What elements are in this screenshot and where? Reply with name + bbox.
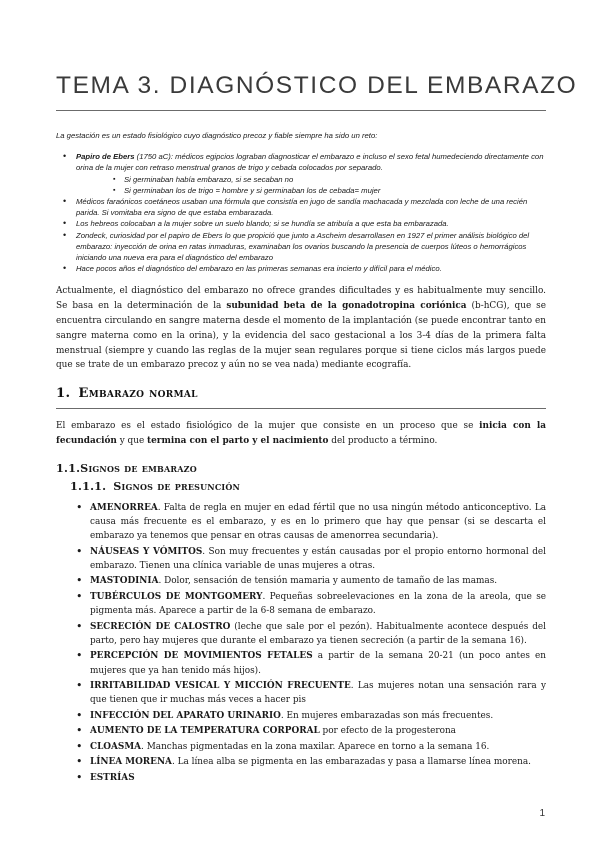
sign-item-name: MASTODINIA bbox=[90, 576, 159, 587]
history-item: • Hace pocos años el diagnóstico del embarazo en las primeras semanas era incierto y difícil para el médico. bbox=[56, 263, 546, 274]
definition-bold: termina con el parto y el nacimiento bbox=[147, 436, 329, 447]
history-item-ebers-text: (1750 aC): médicos egipcios lograban diagnosticar el embarazo e incluso el sexo fetal humedeciendo directamente con orina de la mujer con retraso menstrual granos de trigo y cebada colocados por separado. bbox=[76, 152, 544, 173]
title-underline bbox=[56, 110, 546, 111]
sign-item bbox=[56, 574, 546, 588]
sign-item-text: . La línea alba se pigmenta en las embarazadas y pasa a llamarse línea morena. bbox=[171, 757, 531, 768]
diagnosis-paragraph-part: Actualmente, el diagnóstico del embarazo no ofrece grandes dificultades y es habitualmente muy sencillo. Se basa en la determinación de la bbox=[56, 286, 546, 312]
sign-item bbox=[56, 501, 546, 544]
sign-item-text: por efecto de la progesterona bbox=[319, 726, 456, 737]
history-list bbox=[56, 151, 546, 274]
signs-list bbox=[56, 501, 546, 785]
sign-item-text: . Falta de regla en mujer en edad fértil que no usa ningún método anticonceptivo. La causa más frecuente es el embarazo, y es en lo primero que hay que pensar (si se descarta el embarazo ya tenemos que pensar en otras causas de amenorrea secundaria). bbox=[90, 502, 546, 542]
sign-item bbox=[56, 755, 546, 769]
history-sublist bbox=[76, 174, 546, 196]
sign-item bbox=[56, 649, 546, 677]
sign-item-name: SECRECIÓN DE CALOSTRO bbox=[90, 621, 231, 632]
sign-item bbox=[56, 679, 546, 707]
sign-item-name: PERCEPCIÓN DE MOVIMIENTOS FETALES bbox=[90, 651, 313, 662]
section-heading-1-1-1 bbox=[70, 479, 546, 493]
history-item: • Zondeck, curiosidad por el papiro de Ebers lo que propició que junto a Ascheim desarrollasen en 1927 el primer análisis biológico del embarazo: inyección de orina en ratas inmaduras, examinaban los ovarios buscando la presencia de cuerpos lúteos o hemorrágicos iniciando una nueva era para el diagnóstico del embarazo bbox=[56, 230, 546, 264]
definition-bold: inicia con la fecundación bbox=[56, 421, 546, 447]
sign-item-name: AUMENTO DE LA TEMPERATURA CORPORAL bbox=[90, 726, 320, 737]
diagnosis-paragraph bbox=[56, 284, 546, 373]
section-label: Signos de embarazo bbox=[80, 460, 197, 475]
sign-item-name: IRRITABILIDAD VESICAL Y MICCIÓN FRECUENTE bbox=[90, 681, 351, 692]
section-label: Signos de presunción bbox=[113, 478, 241, 493]
sign-item-name: LÍNEA MORENA bbox=[90, 757, 172, 768]
sign-item-text: . Las mujeres notan una sensación rara y que tienen que ir muchas más veces a hacer pis bbox=[90, 681, 546, 706]
section-heading-1-1 bbox=[56, 461, 546, 475]
sign-item bbox=[56, 740, 546, 754]
definition-part: El embarazo es el estado fisiológico de la mujer que consiste en un proceso que se bbox=[56, 421, 480, 432]
page-number: 1 bbox=[539, 808, 545, 819]
sign-item-text: (leche que sale por el pezón). Habitualmente acontece después del parto, pero hay mujeres que durante el embarazo ya tienen secreción (a partir de la semana 16). bbox=[90, 621, 546, 646]
intro-text: La gestación es un estado fisiológico cuyo diagnóstico precoz y fiable siempre ha sido un reto: bbox=[56, 131, 378, 140]
sign-item-name: INFECCIÓN DEL APARATO URINARIO bbox=[90, 710, 281, 721]
sign-item-name: ESTRÍAS bbox=[90, 772, 135, 783]
section-number: 1. bbox=[56, 386, 71, 402]
definition-part: y que bbox=[116, 436, 148, 447]
sign-item-text: a partir de la semana 20-21 (un poco antes en mujeres que ya han tenido más hijos). bbox=[90, 651, 546, 676]
history-subitem: ▪ Si germinaban había embarazo, si se secaban no bbox=[76, 174, 546, 185]
sign-item bbox=[56, 620, 546, 648]
section-underline bbox=[56, 408, 546, 409]
section-label: Embarazo normal bbox=[78, 386, 198, 402]
sign-item bbox=[56, 590, 546, 618]
section-number: 1.1. bbox=[56, 460, 81, 475]
diagnosis-paragraph-part: (b-hCG), que se encuentra circulando en sangre materna desde el momento de la implantación (se puede encontrar tanto en sangre materna como en la orina), y la evidencia del saco gestacional a los 3-4 días de la primera falta menstrual (siempre y cuando las reglas de la mujer sean regulares porque si tiene ciclos más largos puede que se trate de un embarazo precoz y aún no se vea nada) mediante ecografía. bbox=[56, 301, 546, 371]
section-heading-1 bbox=[56, 386, 546, 401]
sign-item bbox=[56, 709, 546, 723]
sign-item bbox=[56, 545, 546, 573]
sign-item-text: . Dolor, sensación de tensión mamaria y aumento de tamaño de las mamas. bbox=[158, 576, 498, 587]
history-subitem: ▪ Si germinaban los de trigo = hombre y si germinaban los de cebada= mujer bbox=[76, 185, 546, 196]
diagnosis-paragraph-bold: subunidad beta de la gonadotropina coriónica bbox=[226, 301, 467, 312]
sign-item-text: . Son muy frecuentes y están causadas por el propio entorno hormonal del embarazo. Tienen una clínica variable de unas mujeres a otras. bbox=[90, 546, 547, 571]
definition-part: del producto a término. bbox=[328, 436, 438, 447]
sign-item-name: TUBÉRCULOS DE MONTGOMERY bbox=[90, 591, 263, 602]
sign-item-text: . En mujeres embarazadas son más frecuentes. bbox=[280, 710, 494, 721]
history-item: • Los hebreos colocaban a la mujer sobre un suelo blando; si se hundía se atribuía a que esta ba embarazada. bbox=[56, 218, 546, 229]
sign-item-text: . Manchas pigmentadas en la zona maxilar. Aparece en torno a la semana 16. bbox=[141, 741, 490, 752]
pregnancy-definition-paragraph bbox=[56, 419, 546, 449]
section-number: 1.1.1. bbox=[70, 478, 107, 493]
history-item: • Médicos faraónicos coetáneos usaban una fórmula que consistía en jugo de sandía machacada y mezclada con leche de una recién parida. Si vomitaba era signo de que estaba embarazada. bbox=[56, 196, 546, 218]
sign-item-name: NÁUSEAS Y VÓMITOS bbox=[90, 546, 203, 557]
sign-item-name: CLOASMA bbox=[90, 741, 142, 752]
sign-item bbox=[56, 771, 546, 785]
page-title: TEMA 3. DIAGNÓSTICO DEL EMBARAZO bbox=[56, 72, 578, 99]
sign-item-name: AMENORREA bbox=[90, 502, 158, 513]
sign-item-text: . Pequeñas sobreelevaciones en la zona de la areola, que se pigmenta más. Aparece a partir de la 6-8 semana de embarazo. bbox=[90, 591, 546, 617]
sign-item bbox=[56, 724, 546, 738]
history-item-ebers-bold: Papiro de Ebers bbox=[76, 152, 135, 162]
history-item-ebers bbox=[56, 151, 546, 196]
